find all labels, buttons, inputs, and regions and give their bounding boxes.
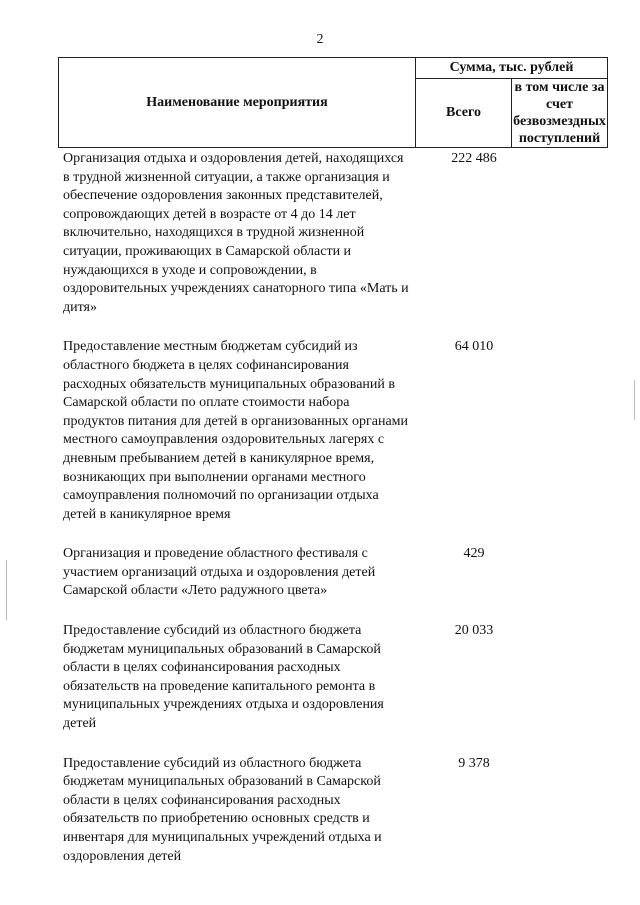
scan-margin-mark: [6, 560, 7, 620]
row-name: Предоставление субсидий из областного бюджета бюджетам муниципальных образований в Самарской области в целях софинансирования расходных обязательств по приобретению основных средств и инвентаря для муниципальных учреждений отдыха и оздоровления детей: [63, 755, 382, 864]
row-name: Предоставление субсидий из областного бюджета бюджетам муниципальных образований в Самарской области в целях софинансирования расходных обязательств на проведение капитального ремонта в муниципальных учреждениях отдыха и оздоровления детей: [63, 623, 384, 732]
header-name-column: Наименование мероприятия: [59, 58, 416, 148]
row-name: Предоставление местным бюджетам субсидий из областного бюджета в целях софинансирования расходных обязательств муниципальных образований в Самарской области по оплате стоимости набора продуктов питания для детей в организованных органами местного самоуправления оздоровительных лагерях с дневным пребыванием детей в каникулярное время, возникающих при выполнении органами местного самоуправления полномочий по организации отдыха детей в каникулярное время: [63, 339, 409, 522]
header-including-column: в том числе за счет безвозмездных поступлений: [513, 80, 606, 146]
row-amount: 222 486: [451, 151, 497, 166]
table-row: [58, 545, 608, 601]
table-header: [58, 57, 608, 148]
row-amount: 9 378: [458, 755, 490, 771]
row-amount: 429: [463, 546, 485, 562]
row-amount: 64 010: [454, 339, 494, 355]
row-amount: 20 033: [454, 623, 494, 639]
table-body: [58, 150, 608, 887]
row-name: Организация и проведение областного фестиваля с участием организаций отдыха и оздоровления детей Самарской области «Лето радужного цвета»: [63, 546, 376, 599]
header-total-column: Всего: [416, 79, 512, 148]
header-sum-column: Сумма, тыс. рублей: [416, 58, 608, 79]
scan-margin-mark: [634, 380, 635, 420]
row-name: Организация отдыха и оздоровления детей, находящихся в трудной жизненной ситуации, а также организация и обеспечение оздоровления законных представителей, сопровождающих детей в возрасте от 4 до 14 лет включительно, находящихся в трудной жизненной ситуации, проживающих в Самарской области и нуждающихся в уходе и сопровождении, в оздоровительных учреждениях санаторного типа «Мать и дитя»: [63, 151, 409, 315]
page-number: 2: [316, 32, 324, 47]
table-row: [58, 150, 608, 317]
table-row: [58, 338, 608, 524]
table-row: [58, 622, 608, 734]
table-row: [58, 755, 608, 867]
